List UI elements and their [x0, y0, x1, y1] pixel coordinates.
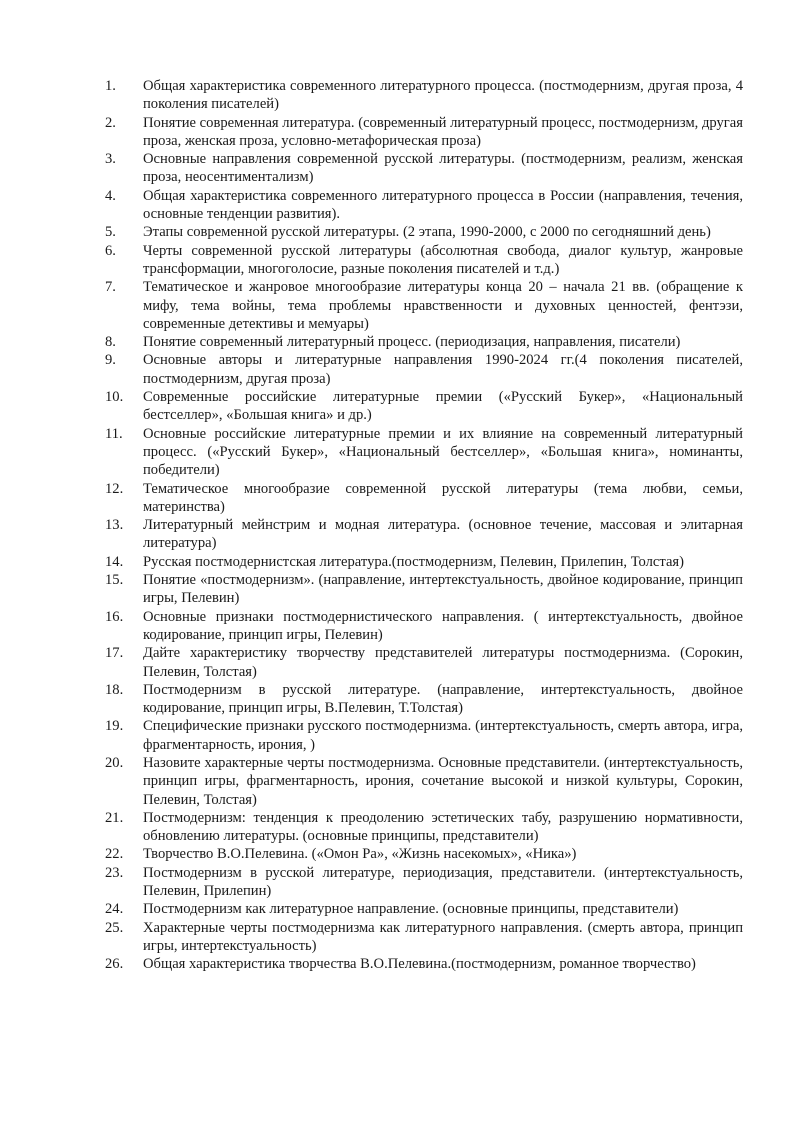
item-text: Характерные черты постмодернизма как литературного направления. (смерть автора, принцип игры, интертекстуальность) — [143, 919, 743, 954]
list-item — [105, 242, 743, 279]
list-item — [105, 955, 743, 973]
item-number: 21. — [105, 809, 124, 826]
list-item — [105, 644, 743, 681]
item-text: Понятие современный литературный процесс. (периодизация, направления, писатели) — [143, 334, 681, 351]
item-text: Тематическое и жанровое многообразие литературы конца 20 – начала 21 вв. (обращение к мифу, тема войны, тема проблемы нравственности и духовных ценностей, фентэзи, современные детективы и мемуары) — [143, 279, 743, 332]
item-number: 9. — [105, 352, 116, 369]
item-number: 15. — [105, 572, 124, 589]
list-item — [105, 608, 743, 645]
item-text: Основные российские литературные премии и их влияние на современный литературный процесс. («Русский Букер», «Национальный бестселлер», «Большая книга», номинанты, победители) — [143, 425, 743, 479]
exam-question-list — [105, 77, 743, 974]
item-text: Основные авторы и литературные направления 1990-2024 гг.(4 поколения писателей, постмодернизм, другая проза) — [143, 352, 743, 387]
list-item — [105, 351, 743, 388]
item-number: 25. — [105, 919, 124, 936]
item-text: Общая характеристика современного литературного процесса в России (направления, течения, основные тенденции развития). — [143, 187, 743, 223]
item-number: 10. — [105, 389, 124, 406]
item-text: Постмодернизм в русской литературе, периодизация, представители. (интертекстуальность, Пелевин, Прилепин) — [143, 864, 743, 900]
item-text: Постмодернизм: тенденция к преодолению эстетических табу, разрушению нормативности, обновлению литературы. (основные принципы, представители) — [143, 809, 743, 845]
item-text: Назовите характерные черты постмодернизма. Основные представители. (интертекстуальность, принцип игры, фрагментарность, ирония, сочетание высокой и низкой культуры, Сорокин, Пелевин, Толстая) — [143, 754, 743, 808]
list-item — [105, 77, 743, 114]
list-item — [105, 681, 743, 718]
item-text: Основные направления современной русской литературы. (постмодернизм, реализм, женская проза, неосентиментализм) — [143, 151, 743, 186]
item-text: Общая характеристика творчества В.О.Пелевина.(постмодернизм, романное творчество) — [143, 956, 696, 973]
item-text: Постмодернизм как литературное направление. (основные принципы, представители) — [143, 901, 679, 918]
list-item — [105, 333, 743, 351]
list-item — [105, 223, 743, 241]
list-item — [105, 919, 743, 956]
item-number: 8. — [105, 334, 116, 351]
list-item — [105, 754, 743, 809]
item-number: 12. — [105, 480, 124, 497]
item-text: Понятие современная литература. (современный литературный процесс, постмодернизм, другая проза, женская проза, условно-метафорическая проза) — [143, 114, 743, 149]
item-number: 3. — [105, 151, 116, 168]
item-number: 4. — [105, 187, 116, 204]
document-page — [105, 77, 743, 974]
item-number: 18. — [105, 681, 124, 698]
item-number: 13. — [105, 517, 124, 534]
item-text: Дайте характеристику творчеству представителей литературы постмодернизма. (Сорокин, Пелевин, Толстая) — [143, 645, 743, 680]
list-item — [105, 571, 743, 608]
item-number: 2. — [105, 114, 116, 131]
item-number: 14. — [105, 553, 124, 570]
item-number: 16. — [105, 608, 124, 625]
item-text: Этапы современной русской литературы. (2 этапа, 1990-2000, с 2000 по сегодняшний день) — [143, 224, 711, 241]
item-text: Постмодернизм в русской литературе. (направление, интертекстуальность, двойное кодирование, принцип игры, В.Пелевин, Т.Толстая) — [143, 681, 743, 717]
item-number: 20. — [105, 754, 124, 771]
item-text: Понятие «постмодернизм». (направление, интертекстуальность, двойное кодирование, принцип игры, Пелевин) — [143, 572, 743, 607]
item-text: Тематическое многообразие современной русской литературы (тема любви, семьи, материнства) — [143, 480, 743, 515]
item-number: 17. — [105, 645, 124, 662]
item-text: Основные признаки постмодернистического направления. ( интертекстуальность, двойное кодирование, принцип игры, Пелевин) — [143, 608, 743, 643]
item-number: 11. — [105, 425, 123, 442]
item-number: 5. — [105, 224, 116, 241]
list-item — [105, 809, 743, 846]
item-text: Современные российские литературные премии («Русский Букер», «Национальный бестселлер», «Большая книга» и др.) — [143, 389, 743, 424]
list-item — [105, 845, 743, 863]
list-item — [105, 900, 743, 918]
list-item — [105, 150, 743, 187]
item-number: 6. — [105, 242, 116, 259]
item-number: 23. — [105, 864, 124, 881]
list-item — [105, 480, 743, 517]
item-number: 26. — [105, 956, 124, 973]
list-item — [105, 187, 743, 224]
item-number: 22. — [105, 846, 124, 863]
item-text: Творчество В.О.Пелевина. («Омон Ра», «Жизнь насекомых», «Ника») — [143, 846, 577, 863]
item-text: Черты современной русской литературы (абсолютная свобода, диалог культур, жанровые трансформации, многоголосие, разные поколения писателей и т.д.) — [143, 242, 743, 277]
list-item — [105, 114, 743, 151]
item-number: 7. — [105, 279, 116, 296]
item-number: 19. — [105, 718, 124, 735]
item-number: 24. — [105, 901, 124, 918]
list-item — [105, 388, 743, 425]
item-text: Русская постмодернистская литература.(постмодернизм, Пелевин, Прилепин, Толстая) — [143, 553, 685, 570]
item-text: Литературный мейнстрим и модная литература. (основное течение, массовая и элитарная литература) — [143, 517, 743, 552]
list-item — [105, 717, 743, 754]
item-text: Общая характеристика современного литературного процесса. (постмодернизм, другая проза, 4 поколения писателей) — [143, 78, 743, 113]
list-item — [105, 425, 743, 480]
item-number: 1. — [105, 78, 116, 94]
item-text: Специфические признаки русского постмодернизма. (интертекстуальность, смерть автора, игра, фрагментарность, ирония, ) — [143, 718, 743, 753]
list-item — [105, 864, 743, 901]
list-item — [105, 553, 743, 571]
list-item — [105, 278, 743, 333]
list-item — [105, 516, 743, 553]
